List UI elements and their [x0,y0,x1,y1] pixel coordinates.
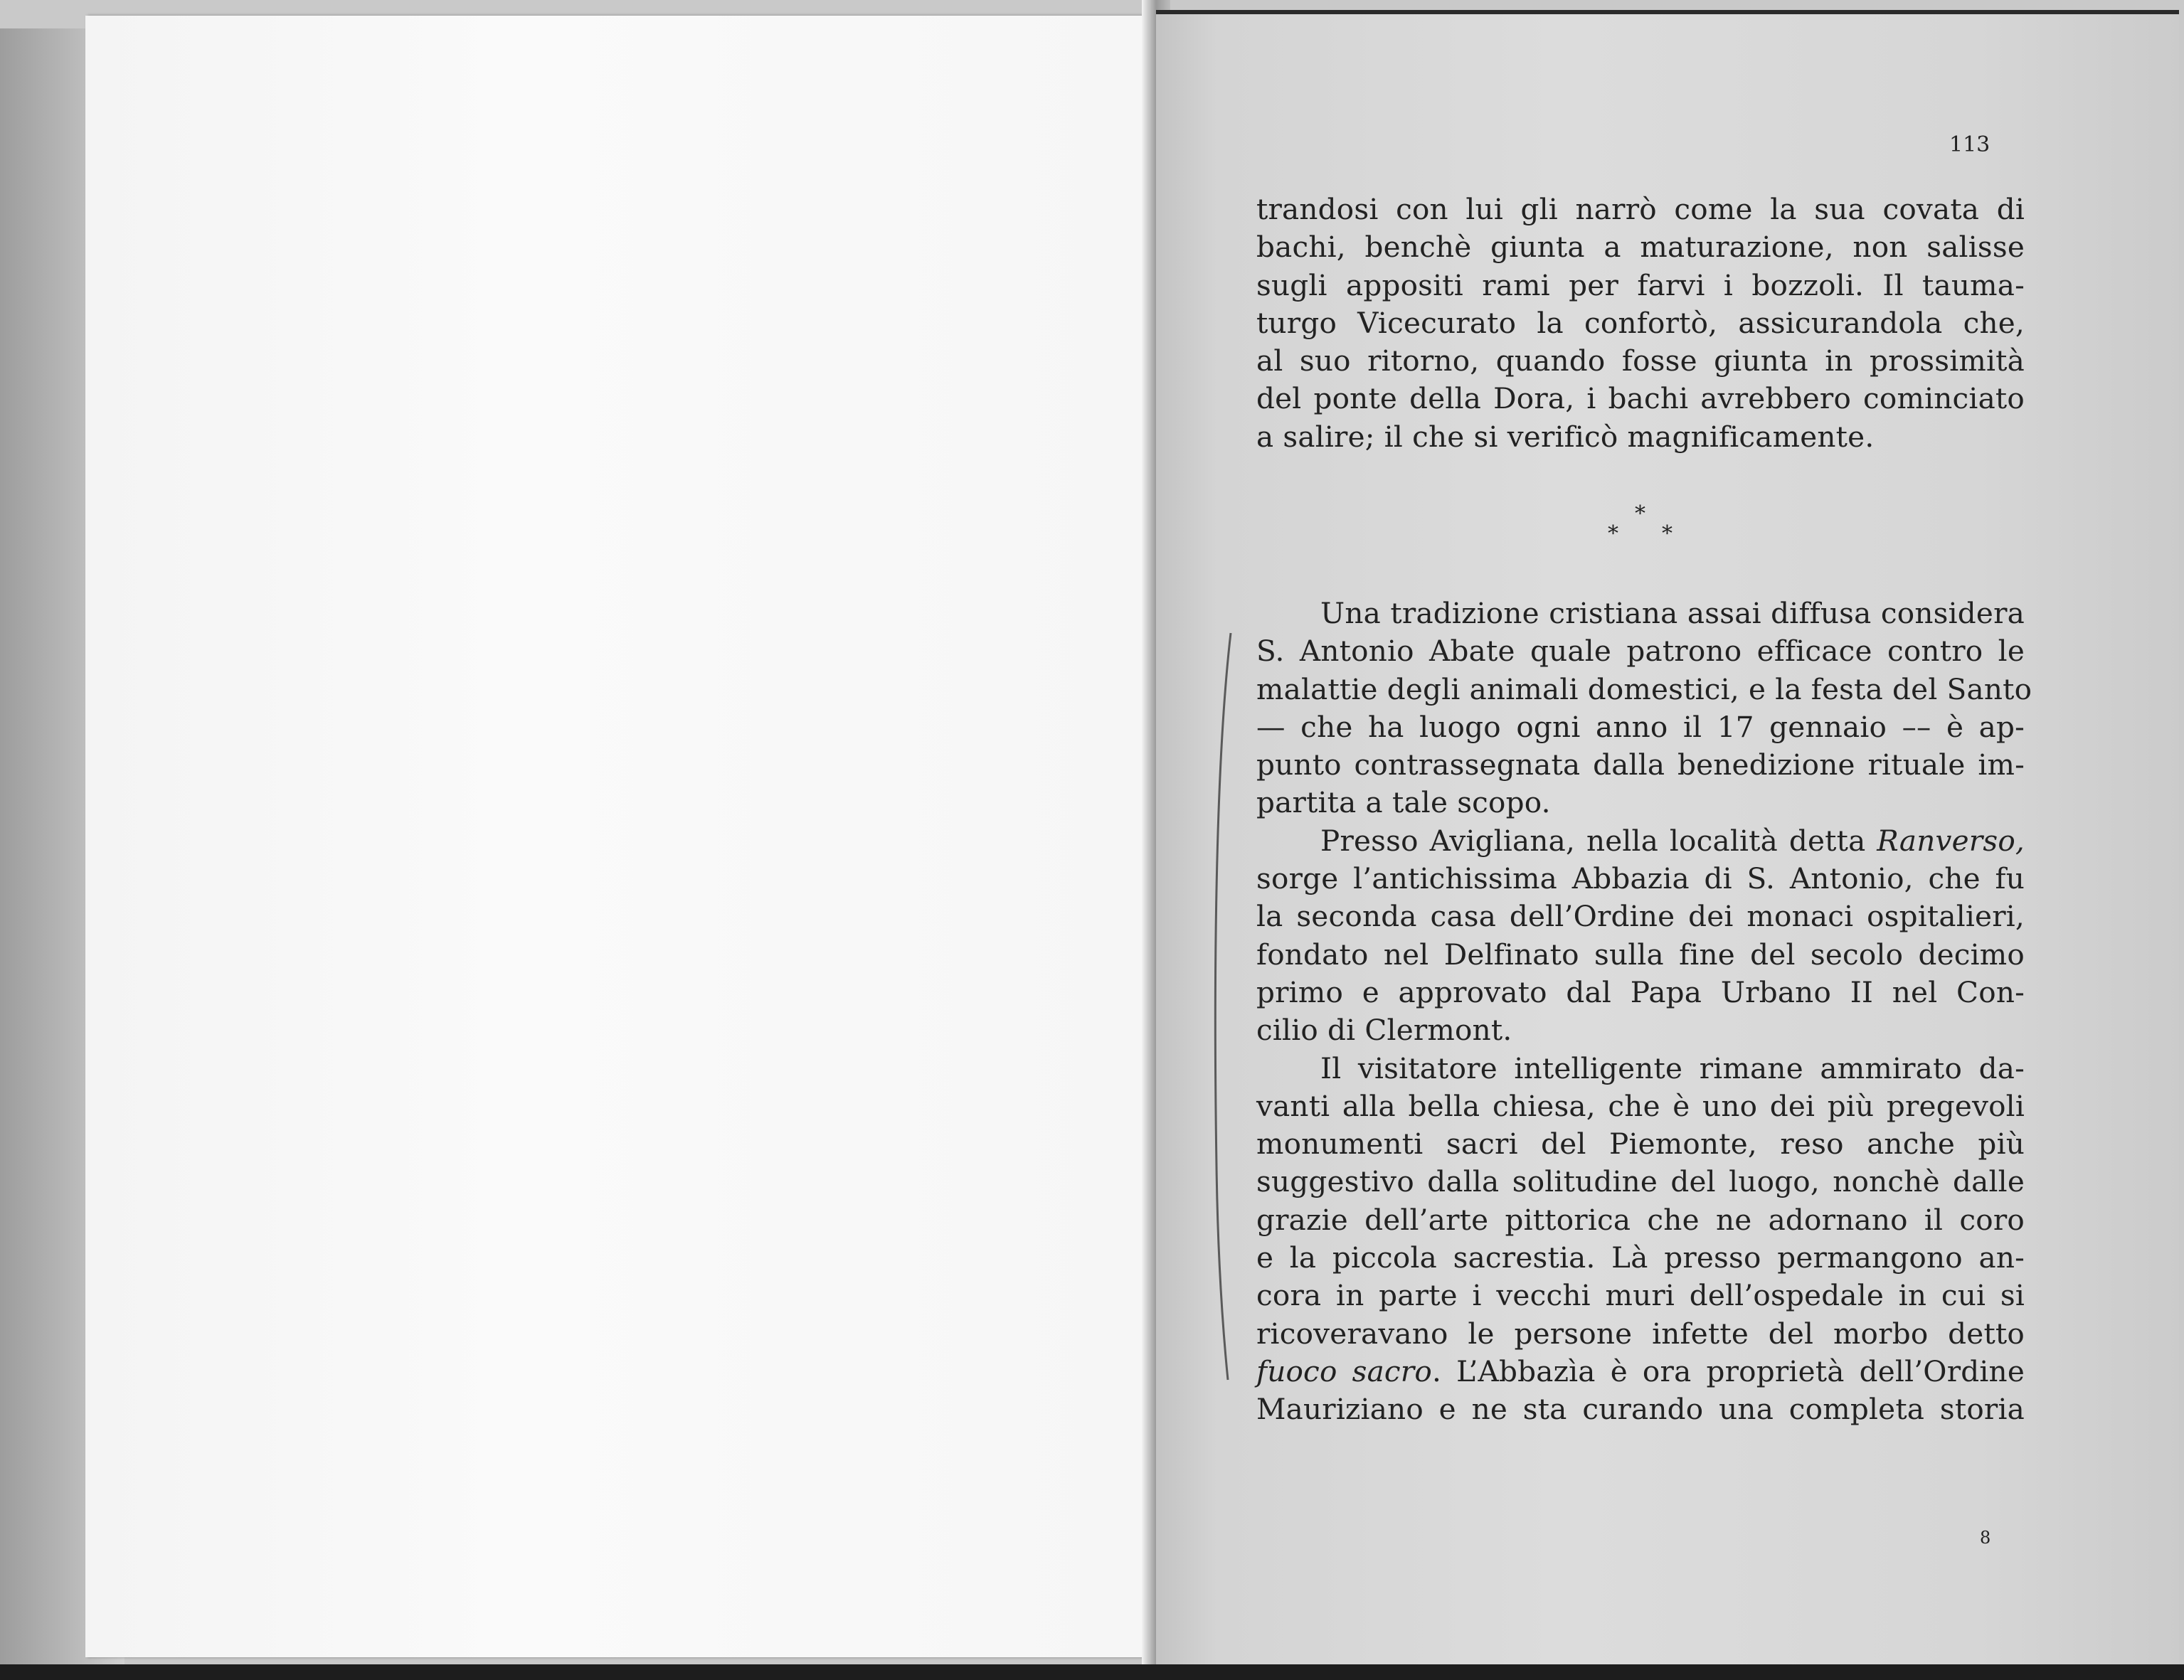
signature-mark: 8 [1980,1528,1991,1548]
text-line: trandosi con lui gli narrò come la sua covata di [1256,192,2025,226]
scan-bottom-edge [0,1664,2184,1680]
text-line: e la piccola sacrestia. Là presso permangono an- [1256,1240,2025,1275]
section-separator [1608,501,1679,551]
text-line: al suo ritorno, quando fosse giunta in prossimità [1256,344,2025,378]
text-run: Presso Avigliana, nella località detta [1320,823,1877,858]
text-line [1256,822,2025,860]
asterisk: * [1662,521,1673,546]
text-line: cora in parte i vecchi muri dell’ospedale in cui si [1256,1278,2025,1313]
text-line: sugli appositi rami per farvi i bozzoli. Il tauma- [1256,267,2025,302]
text-line: malattie degli animali domestici, e la festa del Santo [1256,671,2032,706]
text-line: Una tradizione cristiana assai diffusa considera [1320,596,2025,630]
pencil-margin-mark [1209,626,1252,1394]
blank-left-page [85,16,1156,1657]
text-line: sorge l’antichissima Abbazia di S. Antonio, che fu [1256,861,2025,896]
text-line: suggestivo dalla solitudine del luogo, nonchè dalle [1256,1164,2025,1199]
text-line: del ponte della Dora, i bachi avrebbero cominciato [1256,381,2025,416]
text-line: — che ha luogo ogni anno il 17 gennaio –– è ap- [1256,709,2025,744]
text-line: monumenti sacri del Piemonte, reso anche più [1256,1127,2025,1161]
text-line: fondato nel Delfinato sulla fine del secolo decimo [1256,937,2025,972]
text-line: cilio di Clermont. [1256,1013,1512,1048]
top-paragraph [1256,191,2025,456]
text-line: la seconda casa dell’Ordine dei monaci ospitalieri, [1256,899,2025,934]
text-line: grazie dell’arte pittorica che ne adornano il coro [1256,1202,2025,1237]
text-line: Mauriziano e ne sta curando una completa storia [1256,1392,2025,1427]
text-line: partita a tale scopo. [1256,785,1551,820]
asterisk: * [1635,501,1645,526]
text-line [1256,1353,2025,1391]
text-line: Il visitatore intelligente rimane ammirato da- [1320,1051,2025,1085]
text-line: primo e approvato dal Papa Urbano II nel Con- [1256,974,2025,1009]
asterisk: * [1608,521,1618,546]
place-name-italic: Ranverso, [1877,823,2025,858]
text-line: ricoveravano le persone infette del morbo detto [1256,1316,2025,1351]
page-number: 113 [1949,132,1990,157]
main-text [1256,595,2032,1429]
text-line: S. Antonio Abate quale patrono efficace contro le [1256,634,2025,669]
text-line: a salire; il che si verificò magnificamente. [1256,419,1875,454]
term-italic: fuoco sacro [1256,1354,1432,1388]
text-run: . L’Abbazìa è ora proprietà dell’Ordine [1431,1354,2025,1388]
text-line: turgo Vicecurato la confortò, assicurandola che, [1256,305,2025,340]
text-line: vanti alla bella chiesa, che è uno dei più pregevoli [1256,1088,2025,1123]
text-line: punto contrassegnata dalla benedizione rituale im- [1256,748,2025,782]
text-line: bachi, benchè giunta a maturazione, non salisse [1256,230,2025,265]
